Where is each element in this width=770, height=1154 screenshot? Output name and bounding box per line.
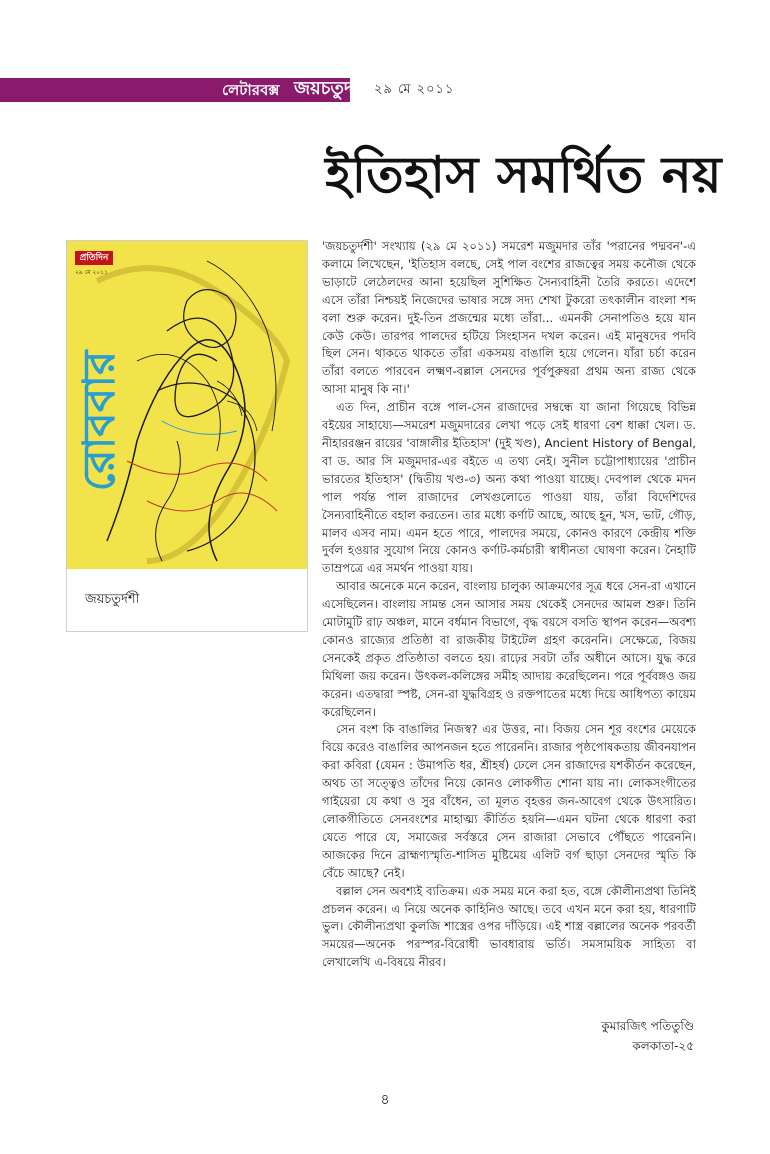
article-paragraph: 'জয়চতুর্দশী' সংখ্যায় (২৯ মে ২০১১) সমরেশ মজুমদার তাঁর 'পরানের পদ্মবন'-এ কলামে লিখেছেন, 'ইতিহাস বলছে, সেই পাল বংশের রাজত্বের সময় কনৌজ থেকে ভাড়াটে লেঠেলদের আনা হয়েছিল সুশিক্ষিত সৈন্যবাহিনী তৈরি করতে। এদেশে এসে তাঁরা নিশ্চয়ই নিজেদের ভাষার সঙ্গে সদ্য শেখা টুকরো তৎকালীন বাংলা শব্দ বলা শুরু করেন। দুই-তিন প্রজন্মের মধ্যে তাঁরা... এমনকী সেনাপতিও হয়ে যান কেউ কেউ। তারপর পালদের হটিয়ে সিংহাসন দখল করেন। এই মানুষদের পদবি ছিল সেন। থাকতে থাকতে তাঁরা একসময় বাঙালি হয়ে গেলেন। যাঁরা চর্চা করেন তাঁরা বলতে পারবেন লক্ষ্মণ-বল্লাল সেনদের পূর্বপুরুষরা প্রথম অন্য রাজ্য থেকে আসা মানুষ কি না।': [322, 239, 696, 397]
cover-brand-date: ২৯ মে ২০১১: [75, 269, 108, 276]
article-paragraph: আবার অনেকে মনে করেন, বাংলায় চালুক্য আক্রমণের সূত্র ধরে সেন-রা এখানে এসেছিলেন। বাংলায় সামন্ত সেন আসার সময় থেকেই সেনদের আমল শুরু। তিনি মোটামুটি রাঢ় অঞ্চল, মানে বর্ধমান বিভাগে, বৃদ্ধ বয়সে বসতি স্থাপন করেন—অবশ্য কোনও রাজ্যের প্রতিষ্ঠা বা রাজকীয় টাইটেল গ্রহণ করেননি। সেক্ষেত্রে, বিজয় সেনকেই প্রকৃত প্রতিষ্ঠাতা বলতে হয়। রাঢ়ের সবটা তাঁর অধীনে আসে। যুদ্ধ করে মিথিলা জয় করেন। উৎকল-কলিঙ্গের সমীহ আদায় করেছিলেন। পরে পূর্ববঙ্গও জয় করেন। এতদ্বারা স্পষ্ট, সেন-রা যুদ্ধবিগ্রহ ও রক্তপাতের মধ্যে দিয়ে আধিপত্য কায়েম করেছিলেন।: [322, 579, 696, 719]
cover-footer: [67, 569, 307, 631]
letter-signature: [601, 1016, 694, 1056]
publication-name: জয়চতুর্দশী: [294, 78, 370, 99]
cover-masthead: রোববার: [74, 350, 125, 492]
section-label: লেটারবক্স: [222, 81, 280, 99]
article-body: [322, 238, 696, 972]
article-paragraph: সেন বংশ কি বাঙালির নিজস্ব? এর উত্তর, না। বিজয় সেন শূর বংশের মেয়েকে বিয়ে করেও বাঙালির আপনজন হতে পারেননি। রাজার পৃষ্ঠপোষকতায় জীবনযাপন করা কবিরা (যেমন : উমাপতি ধর, শ্রীহর্ষ) ঢেলে সেন রাজাদের যশকীর্তন করেছেন, অথচ তা সত্ত্বেও তাঁদের নিয়ে কোনও লোকগীত শোনা যায় না। লোকসংগীতের গাইয়েরা যে কথা ও সুর বাঁধেন, তা মূলত বৃহত্তর জন-আবেগ থেকে উৎসারিত। লোকগীতিতে সেনবংশের মাহাত্ম্য কীর্তিত হয়নি—এমন ঘটনা থেকে ধারণা করা যেতে পারে যে, সমাজের সর্বস্তরে সেন রাজারা সেভাবে পৌঁছতে পারেননি। আজকের দিনে ব্রাহ্মণ্যস্মৃতি-শাসিত মুষ্টিমেয় এলিট বর্গ ছাড়া সেনদের স্মৃতি কি বেঁচে আছে? নেই।: [322, 722, 696, 880]
magazine-cover-image: [66, 240, 308, 632]
author-place: কলকাতা-২৫: [632, 1039, 694, 1053]
article-paragraph: বল্লাল সেন অবশ্যই ব্যতিক্রম। এক সময় মনে করা হত, বঙ্গে কৌলীন্যপ্রথা তিনিই প্রচলন করেন। এ নিয়ে অনেক কাহিনিও আছে। তবে এখন মনে করা হয়, ধারণাটি ভুল। কৌলীন্যপ্রথা কুলজি শাস্ত্রের ওপর দাঁড়িয়ে। এই শাস্ত্র বল্লালের অনেক পরবর্তী সময়ের—অনেক পরস্পর-বিরোধী ভাবধারায় ভর্তি। সমসাময়িক সাহিত্য বা লেখালেখি এ-বিষয়ে নীরব।: [322, 883, 696, 970]
article-title: ইতিহাস সমর্থিত নয়: [325, 146, 722, 204]
issue-date: ২৯ মে ২০১১: [374, 82, 455, 97]
cover-footer-text: জয়চতুর্দশী: [85, 592, 140, 607]
page-number: ৪: [380, 1092, 390, 1108]
cover-brand-logo: প্রতিদিন: [75, 251, 113, 265]
author-name: কুমারজিৎ পতিতুণ্ডি: [601, 1019, 694, 1033]
article-paragraph: এত দিন, প্রাচীন বঙ্গে পাল-সেন রাজাদের সম্বন্ধে যা জানা গিয়েছে বিভিন্ন বইয়ের সাহায্যে—সমরেশ মজুমদারের লেখা পড়ে সেই ধারণা বেশ ধাক্কা খেল। ড. নীহাররঞ্জন রায়ের 'বাঙ্গালীর ইতিহাস' (দুই খণ্ড), Ancient History of Bengal, বা ড. আর সি মজুমদার-এর বইতে এ তথ্য নেই। সুনীল চট্টোপাধ্যায়ের 'প্রাচীন ভারতের ইতিহাস' (দ্বিতীয় খণ্ড-৩) অন্য কথা পাওয়া যাচ্ছে। দেবপাল থেকে মদন পাল পর্যন্ত পাল রাজাদের লেখগুলোতে পাওয়া যায়, তাঁরা বিদেশিদের সৈন্যবাহিনীতে বহাল করতেন। তার মধ্যে কর্ণাট আছে, আছে হূন, খস, ভাট, গৌড়, মালব এসব নাম। এমন হতে পারে, পালদের সময়ে, কোনও কারণে কেন্দ্রীয় শক্তি দুর্বল হওয়ার সুযোগ নিয়ে কোনও কর্ণাট-কর্মচারী স্বাধীনতা ঘোষণা করেন। নৈহাটি তাম্রপত্রে এর সমর্থন পাওয়া যায়।: [322, 400, 696, 576]
